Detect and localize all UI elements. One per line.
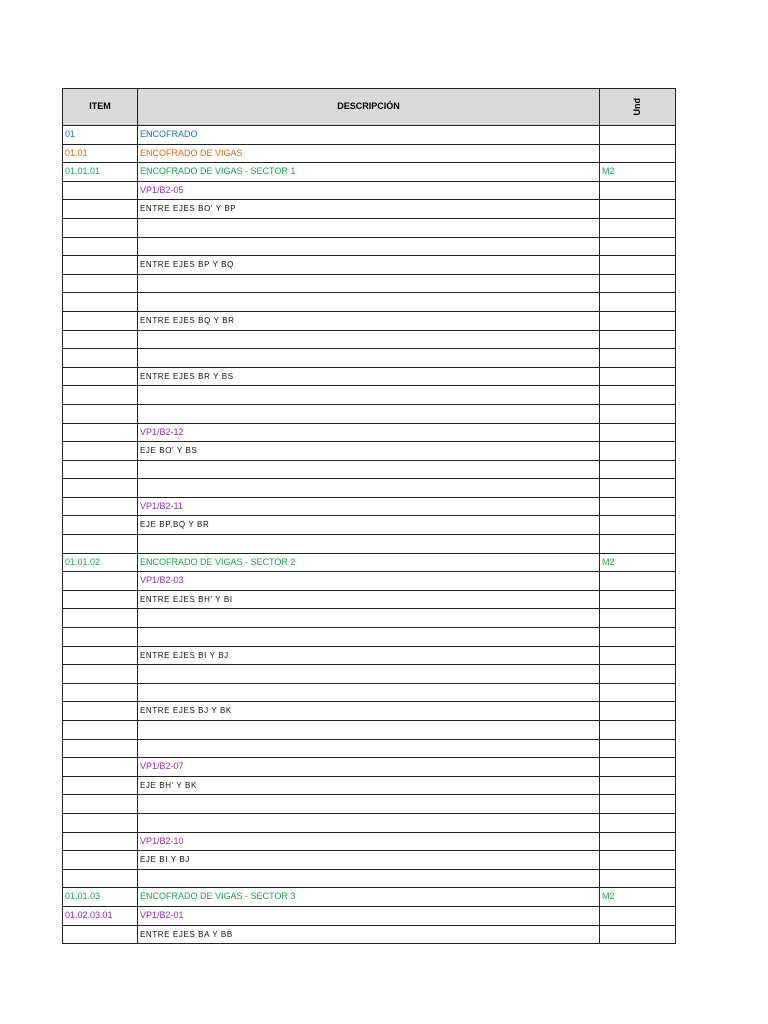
unit-cell[interactable]: [600, 832, 676, 851]
item-cell[interactable]: [63, 609, 138, 628]
unit-cell[interactable]: [600, 628, 676, 647]
item-cell[interactable]: [63, 218, 138, 237]
unit-cell[interactable]: [600, 293, 676, 312]
table-row: [63, 367, 676, 386]
table-row: [63, 851, 676, 870]
unit-cell[interactable]: [600, 460, 676, 479]
table-row: [63, 646, 676, 665]
table-row: [63, 181, 676, 200]
item-cell[interactable]: [63, 497, 138, 516]
description-cell[interactable]: VP1/B2-07: [138, 758, 600, 777]
header-description: DESCRIPCIÓN: [138, 89, 600, 126]
description-cell[interactable]: [138, 349, 600, 368]
item-cell[interactable]: [63, 590, 138, 609]
table-row: [63, 311, 676, 330]
table-row: [63, 349, 676, 368]
description-cell[interactable]: [138, 683, 600, 702]
item-cell[interactable]: 01.01: [63, 144, 138, 163]
table-row: [63, 144, 676, 163]
unit-cell[interactable]: [600, 721, 676, 740]
table-row: [63, 497, 676, 516]
description-cell[interactable]: [138, 665, 600, 684]
description-cell[interactable]: [138, 460, 600, 479]
unit-cell[interactable]: [600, 535, 676, 554]
unit-cell[interactable]: [600, 776, 676, 795]
unit-cell[interactable]: [600, 739, 676, 758]
table-row: [63, 758, 676, 777]
unit-cell[interactable]: [600, 404, 676, 423]
table-row: [63, 516, 676, 535]
unit-cell[interactable]: [600, 906, 676, 925]
item-cell[interactable]: [63, 200, 138, 219]
table-row: [63, 702, 676, 721]
description-cell[interactable]: ENCOFRADO: [138, 126, 600, 145]
description-cell[interactable]: VP1/B2-03: [138, 572, 600, 591]
unit-cell[interactable]: [600, 925, 676, 944]
unit-cell[interactable]: [600, 367, 676, 386]
item-cell[interactable]: [63, 516, 138, 535]
description-cell[interactable]: VP1/B2-01: [138, 906, 600, 925]
table-row: [63, 832, 676, 851]
table-row: [63, 925, 676, 944]
unit-cell[interactable]: [600, 274, 676, 293]
item-cell[interactable]: [63, 330, 138, 349]
unit-cell[interactable]: [600, 237, 676, 256]
item-cell[interactable]: [63, 925, 138, 944]
unit-cell[interactable]: [600, 181, 676, 200]
budget-table: [62, 88, 676, 944]
description-cell[interactable]: VP1/B2-05: [138, 181, 600, 200]
item-cell[interactable]: 01.01.02: [63, 553, 138, 572]
unit-cell[interactable]: [600, 423, 676, 442]
description-cell[interactable]: ENTRE EJES BJ Y BK: [138, 702, 600, 721]
item-cell[interactable]: [63, 646, 138, 665]
item-cell[interactable]: [63, 851, 138, 870]
description-cell[interactable]: ENTRE EJES BP Y BQ: [138, 256, 600, 275]
item-cell[interactable]: [63, 479, 138, 498]
description-cell[interactable]: ENCOFRADO DE VIGAS - SECTOR 3: [138, 888, 600, 907]
item-cell[interactable]: [63, 869, 138, 888]
table-row: [63, 479, 676, 498]
table-body: [63, 126, 676, 944]
table-row: [63, 218, 676, 237]
unit-cell[interactable]: [600, 442, 676, 461]
unit-cell[interactable]: [600, 665, 676, 684]
unit-cell[interactable]: [600, 590, 676, 609]
description-cell[interactable]: EJE BH' Y BK: [138, 776, 600, 795]
item-cell[interactable]: [63, 572, 138, 591]
description-cell[interactable]: VP1/B2-11: [138, 497, 600, 516]
description-cell[interactable]: ENTRE EJES BQ Y BR: [138, 311, 600, 330]
header-row: [63, 89, 676, 126]
table-row: [63, 813, 676, 832]
item-cell[interactable]: [63, 349, 138, 368]
description-cell[interactable]: ENTRE EJES BR Y BS: [138, 367, 600, 386]
description-cell[interactable]: EJE BO' Y BS: [138, 442, 600, 461]
unit-cell[interactable]: [600, 497, 676, 516]
description-cell[interactable]: [138, 739, 600, 758]
item-cell[interactable]: [63, 293, 138, 312]
table-row: [63, 237, 676, 256]
description-cell[interactable]: VP1/B2-12: [138, 423, 600, 442]
item-cell[interactable]: [63, 237, 138, 256]
item-cell[interactable]: [63, 776, 138, 795]
item-cell[interactable]: [63, 311, 138, 330]
description-cell[interactable]: [138, 274, 600, 293]
description-cell[interactable]: [138, 795, 600, 814]
description-cell[interactable]: VP1/B2-10: [138, 832, 600, 851]
table-row: [63, 274, 676, 293]
table-row: [63, 721, 676, 740]
table-row: [63, 256, 676, 275]
table-row: [63, 609, 676, 628]
item-cell[interactable]: [63, 683, 138, 702]
table-row: [63, 293, 676, 312]
description-cell[interactable]: [138, 218, 600, 237]
unit-cell[interactable]: [600, 311, 676, 330]
unit-cell[interactable]: M2: [600, 163, 676, 182]
unit-cell[interactable]: [600, 218, 676, 237]
table-row: [63, 776, 676, 795]
item-cell[interactable]: [63, 721, 138, 740]
item-cell[interactable]: [63, 535, 138, 554]
description-cell[interactable]: [138, 813, 600, 832]
description-cell[interactable]: [138, 237, 600, 256]
item-cell[interactable]: [63, 256, 138, 275]
item-cell[interactable]: 01.01.03: [63, 888, 138, 907]
unit-cell[interactable]: [600, 144, 676, 163]
item-cell[interactable]: 01.02.03.01: [63, 906, 138, 925]
description-cell[interactable]: [138, 721, 600, 740]
table-row: [63, 888, 676, 907]
table-row: [63, 683, 676, 702]
item-cell[interactable]: [63, 181, 138, 200]
item-cell[interactable]: [63, 795, 138, 814]
description-cell[interactable]: [138, 330, 600, 349]
description-cell[interactable]: [138, 628, 600, 647]
table-row: [63, 795, 676, 814]
item-cell[interactable]: [63, 739, 138, 758]
table-row: [63, 126, 676, 145]
unit-cell[interactable]: [600, 386, 676, 405]
unit-cell[interactable]: M2: [600, 553, 676, 572]
item-cell[interactable]: [63, 832, 138, 851]
description-cell[interactable]: [138, 609, 600, 628]
table-row: [63, 330, 676, 349]
item-cell[interactable]: [63, 442, 138, 461]
spreadsheet: [62, 88, 675, 944]
item-cell[interactable]: [63, 274, 138, 293]
unit-cell[interactable]: [600, 683, 676, 702]
description-cell[interactable]: [138, 479, 600, 498]
table-row: [63, 572, 676, 591]
table-row: [63, 869, 676, 888]
description-cell[interactable]: ENCOFRADO DE VIGAS - SECTOR 1: [138, 163, 600, 182]
table-row: [63, 460, 676, 479]
table-row: [63, 665, 676, 684]
table-row: [63, 386, 676, 405]
table-row: [63, 535, 676, 554]
description-cell[interactable]: [138, 404, 600, 423]
unit-cell[interactable]: [600, 758, 676, 777]
item-cell[interactable]: [63, 386, 138, 405]
description-cell[interactable]: EJE BP,BQ Y BR: [138, 516, 600, 535]
description-cell[interactable]: ENCOFRADO DE VIGAS - SECTOR 2: [138, 553, 600, 572]
description-cell[interactable]: [138, 386, 600, 405]
item-cell[interactable]: [63, 702, 138, 721]
unit-cell[interactable]: [600, 609, 676, 628]
unit-cell[interactable]: [600, 349, 676, 368]
item-cell[interactable]: [63, 758, 138, 777]
description-cell[interactable]: ENTRE EJES BI Y BJ: [138, 646, 600, 665]
unit-cell[interactable]: [600, 256, 676, 275]
unit-cell[interactable]: [600, 646, 676, 665]
item-cell[interactable]: [63, 460, 138, 479]
item-cell[interactable]: 01.01.01: [63, 163, 138, 182]
table-row: [63, 163, 676, 182]
unit-cell[interactable]: [600, 330, 676, 349]
table-row: [63, 442, 676, 461]
item-cell[interactable]: [63, 367, 138, 386]
item-cell[interactable]: [63, 665, 138, 684]
table-row: [63, 200, 676, 219]
description-cell[interactable]: [138, 869, 600, 888]
unit-cell[interactable]: [600, 572, 676, 591]
unit-cell[interactable]: [600, 479, 676, 498]
table-row: [63, 553, 676, 572]
unit-cell[interactable]: M2: [600, 888, 676, 907]
description-cell[interactable]: [138, 293, 600, 312]
header-unit-label: Und: [631, 98, 642, 116]
item-cell[interactable]: [63, 813, 138, 832]
unit-cell[interactable]: [600, 126, 676, 145]
unit-cell[interactable]: [600, 851, 676, 870]
unit-cell[interactable]: [600, 869, 676, 888]
table-row: [63, 590, 676, 609]
item-cell[interactable]: 01: [63, 126, 138, 145]
table-row: [63, 739, 676, 758]
description-cell[interactable]: [138, 535, 600, 554]
unit-cell[interactable]: [600, 200, 676, 219]
description-cell[interactable]: ENTRE EJES BA Y BB: [138, 925, 600, 944]
table-row: [63, 404, 676, 423]
table-row: [63, 423, 676, 442]
header-item: ITEM: [63, 89, 138, 126]
item-cell[interactable]: [63, 423, 138, 442]
description-cell[interactable]: ENTRE EJES BH' Y BI: [138, 590, 600, 609]
unit-cell[interactable]: [600, 795, 676, 814]
description-cell[interactable]: EJE BI Y BJ: [138, 851, 600, 870]
unit-cell[interactable]: [600, 813, 676, 832]
table-row: [63, 628, 676, 647]
unit-cell[interactable]: [600, 516, 676, 535]
description-cell[interactable]: ENCOFRADO DE VIGAS: [138, 144, 600, 163]
item-cell[interactable]: [63, 404, 138, 423]
unit-cell[interactable]: [600, 702, 676, 721]
table-row: [63, 906, 676, 925]
header-unit: [600, 89, 676, 126]
item-cell[interactable]: [63, 628, 138, 647]
description-cell[interactable]: ENTRE EJES BO' Y BP: [138, 200, 600, 219]
